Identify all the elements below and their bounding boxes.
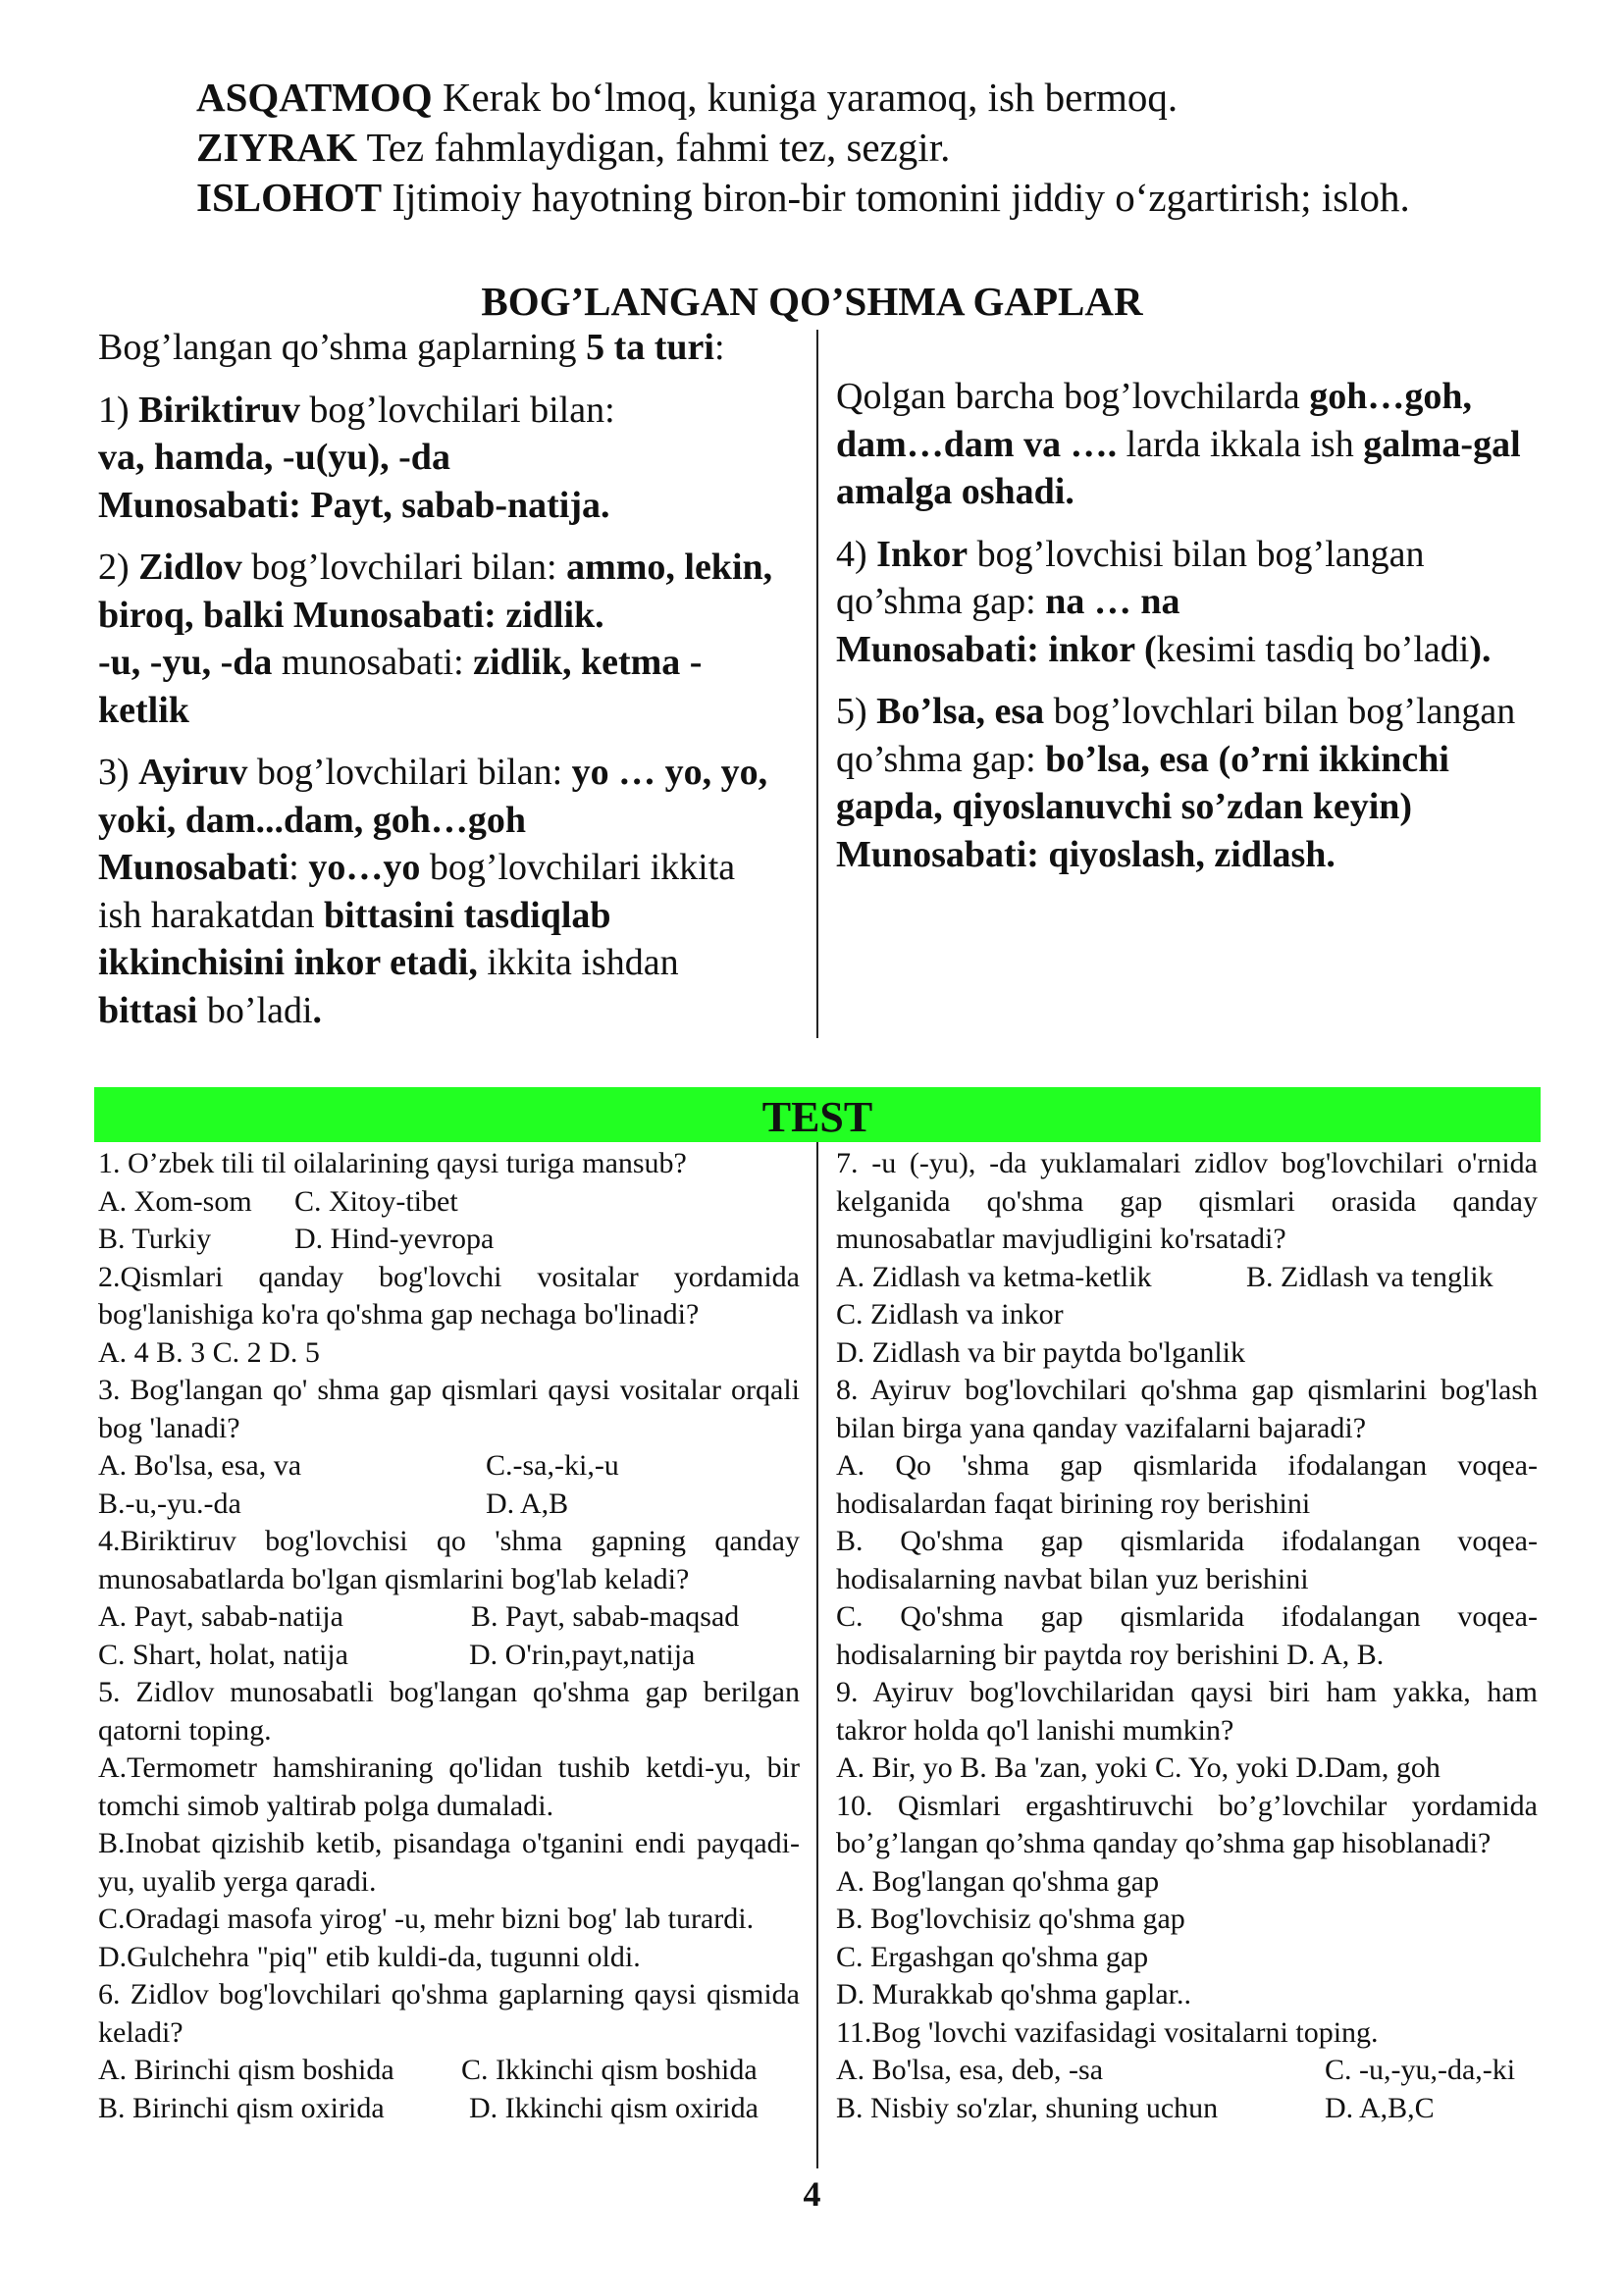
type-desc: bog’lovchlari bilan bog’langan qo’shma gap: xyxy=(836,691,1516,780)
test-question-text: 10. Qismlari ergashtiruvchi bo’g’lovchilar yordamida bo’g’langan qo’shma qanday qo’shma gap hisoblanadi? xyxy=(836,1789,1538,1859)
type-conjunctions: bo’lsa, esa (o’rni ikkinchi gapda, qiyoslanuvchi so’zdan keyin) xyxy=(836,738,1449,827)
test-question-text: 8. Ayiruv bog'lovchilari qo'shma gap qismlarini bog'lash bilan birga yana qanday vazifalarni bajaradi? xyxy=(836,1374,1538,1444)
answer-option: A. Xom-som xyxy=(98,1184,252,1218)
answer-option: B. Birinchi qism oxirida xyxy=(98,2091,385,2124)
relation-value: : qiyoslash, zidlash. xyxy=(1026,833,1336,875)
relation-text: bog’lovchilari ikkita ish harakatdan xyxy=(98,847,736,936)
intro-text: Bog’langan qo’shma gaplarning xyxy=(98,327,587,368)
answer-option: B. Zidlash va tenglik xyxy=(1246,1260,1493,1293)
column-divider xyxy=(816,1142,818,2168)
glossary xyxy=(196,73,1570,223)
test-question-text: C.Oradagi masofa yirog' -u, mehr bizni bog' lab turardi. xyxy=(98,1903,755,1935)
test-line: D. Zidlash va bir paytda bo'lganlik xyxy=(836,1335,1245,1369)
glossary-definition: Kerak bo‘lmoq, kuniga yaramoq, ish bermoq. xyxy=(432,75,1179,120)
answer-option: B. Turkiy xyxy=(98,1223,212,1255)
relation-value: : zidlik. xyxy=(484,594,604,636)
test-question-text: 5. Zidlov munosabatli bog'langan qo'shma gap berilgan qatorni toping. xyxy=(98,1676,800,1747)
test-line: C. Ergashgan qo'shma gap xyxy=(836,1940,1149,1973)
relation-bold: . xyxy=(312,989,322,1031)
type-desc: bog’lovchilari bilan: xyxy=(299,389,615,431)
test-line: C. Zidlash va inkor xyxy=(836,1298,1064,1331)
theory-type-1 xyxy=(98,387,785,530)
answer-options-row xyxy=(836,1259,1538,1297)
relation-text: ikkita ishdan xyxy=(477,942,679,983)
theory-type-5 xyxy=(836,688,1543,878)
answer-option: C. Shart, holat, natija xyxy=(98,1638,348,1671)
column-divider xyxy=(816,330,818,1038)
particle-relation-label: munosabati: xyxy=(272,642,474,683)
relation-label: Munosabati xyxy=(836,833,1027,875)
answer-option: D. O'rin,payt,natija xyxy=(469,1638,696,1671)
glossary-entry xyxy=(196,123,1570,173)
type-conjunctions: ammo, lekin, biroq, balki xyxy=(98,547,773,636)
test-question-text: 2.Qismlari qanday bog'lovchi vositalar yordamida bog'lanishiga ko'ra qo'shma gap nechaga bo'linadi? xyxy=(98,1260,800,1331)
answer-options-row xyxy=(98,1486,800,1524)
test-line: A. Bir, yo B. Ba 'zan, yoki C. Yo, yoki D.Dam, goh xyxy=(836,1751,1441,1784)
test-question-text: 3. Bog'langan qo' shma gap qismlari qaysi vositalar orqali bog 'lanadi? xyxy=(98,1374,800,1444)
type-number: 1) xyxy=(98,389,139,431)
type-conjunctions: na … na xyxy=(1045,581,1180,622)
answer-option: A. Birinchi qism boshida xyxy=(98,2054,394,2086)
type-number: 5) xyxy=(836,691,877,732)
cont-text: larda ikkala ish xyxy=(1117,423,1364,465)
relation-label: Munosabati xyxy=(836,628,1027,670)
answer-option: B.-u,-yu.-da xyxy=(98,1487,241,1520)
answer-option: A. Zidlash va ketma-ketlik xyxy=(836,1260,1152,1293)
relation-bold: bittasi xyxy=(98,989,198,1031)
test-question-text: 6. Zidlov bog'lovchilari qo'shma gaplarning qaysi qismida keladi? xyxy=(98,1978,800,2049)
answer-option: C. -u,-yu,-da,-ki xyxy=(1325,2054,1516,2086)
glossary-definition: Tez fahmlaydigan, fahmi tez, sezgir. xyxy=(357,125,951,170)
test-left-column xyxy=(98,1145,800,2127)
test-line: B. Bog'lovchisiz qo'shma gap xyxy=(836,1903,1185,1935)
answer-option: B. Payt, sabab-maqsad xyxy=(471,1600,740,1633)
answer-option: A. Bo'lsa, esa, deb, -sa xyxy=(836,2054,1104,2086)
glossary-entry xyxy=(196,73,1570,123)
relation-end: ). xyxy=(1469,628,1492,670)
relation-note: kesimi tasdiq bo’ladi xyxy=(1156,628,1470,670)
glossary-term: ASQATMOQ xyxy=(196,75,433,120)
type-name: Zidlov xyxy=(138,547,242,588)
answer-options-row xyxy=(836,2090,1538,2128)
answer-options-row xyxy=(98,2052,800,2090)
answer-option: D. A,B xyxy=(486,1487,569,1520)
page-number: 4 xyxy=(803,2174,821,2214)
answer-option: C. Ikkinchi qism boshida xyxy=(461,2054,758,2086)
answer-options-row xyxy=(98,1183,800,1222)
type-desc: bog’lovchisi bilan bog’langan qo’shma gap: xyxy=(836,533,1425,622)
test-question-text: B. Qo'shma gap qismlarida ifodalangan voqea-hodisalarning navbat bilan yuz berishini xyxy=(836,1525,1538,1595)
type-conjunctions: va, hamda, -u(yu), -da xyxy=(98,437,450,478)
answer-option: D. Ikkinchi qism oxirida xyxy=(469,2091,759,2124)
theory-type-3-continued xyxy=(836,373,1543,516)
intro-count: 5 ta turi xyxy=(586,327,714,368)
test-line: 11.Bog 'lovchi vazifasidagi vositalarni toping. xyxy=(836,2015,1379,2049)
test-question-text: B.Inobat qizishib ketib, pisandaga o'tganini endi payqadi-yu, uyalib yerga qaradi. xyxy=(98,1827,800,1898)
answer-option: D. A,B,C xyxy=(1325,2091,1435,2124)
type-desc: bog’lovchilari bilan: xyxy=(247,752,572,793)
type-number: 3) xyxy=(98,752,139,793)
answer-option: D. Hind-yevropa xyxy=(294,1223,495,1255)
section-title: BOG’LANGAN QO’SHMA GAPLAR xyxy=(481,279,1143,324)
relation-label: Munosabati xyxy=(292,594,485,636)
type-name: Ayiruv xyxy=(138,752,248,793)
theory-right-column xyxy=(836,373,1543,878)
intro-colon: : xyxy=(713,327,725,368)
test-question-text: 4.Biriktiruv bog'lovchisi qo 'shma gapning qanday munosabatlarda bo'lgan qismlarini bog'lab keladi? xyxy=(98,1525,800,1595)
test-question-text: A.Termometr hamshiraning qo'lidan tushib ketdi-yu, bir tomchi simob yaltirab polga dumaladi. xyxy=(98,1751,800,1822)
particle-relation-value: zidlik, ketma -ketlik xyxy=(98,642,703,731)
test-question-text: 9. Ayiruv bog'lovchilaridan qaysi biri ham yakka, ham takror holda qo'l lanishi mumkin? xyxy=(836,1676,1538,1747)
answer-options-row xyxy=(98,1637,800,1675)
relation-bold: bittasini tasdiqlab ikkinchisini inkor etadi, xyxy=(98,894,611,983)
relation-conjunction: yo…yo xyxy=(308,847,421,888)
relation-value: : Payt, sabab-natija. xyxy=(288,484,610,526)
glossary-term: ISLOHOT xyxy=(196,175,383,220)
glossary-term: ZIYRAK xyxy=(196,125,358,170)
answer-option: A. Payt, sabab-natija xyxy=(98,1600,343,1633)
answer-options-row xyxy=(98,1447,800,1486)
theory-type-3 xyxy=(98,749,785,1034)
answer-option: B. Nisbiy so'zlar, shuning uchun xyxy=(836,2091,1219,2124)
type-name: Inkor xyxy=(876,533,969,575)
type-desc: bog’lovchilari bilan: xyxy=(241,547,567,588)
test-question-text: C. Qo'shma gap qismlarida ifodalangan voqea-hodisalarning bir paytda roy berishini D. A, B. xyxy=(836,1600,1538,1671)
relation-label: Munosabati xyxy=(98,484,289,526)
cont-bold: goh…goh, dam…dam va …. xyxy=(836,376,1472,465)
theory-type-4 xyxy=(836,531,1543,674)
answer-option: C. Xitoy-tibet xyxy=(294,1184,458,1218)
answer-option: A. Bo'lsa, esa, va xyxy=(98,1449,302,1482)
type-name: Biriktiruv xyxy=(138,389,300,431)
test-right-column xyxy=(836,1145,1538,2127)
test-line: A. Bog'langan qo'shma gap xyxy=(836,1864,1160,1898)
cont-bold: galma-gal amalga oshadi. xyxy=(836,423,1521,512)
glossary-definition: Ijtimoiy hayotning biron-bir tomonini jiddiy o‘zgartirish; isloh. xyxy=(382,175,1410,220)
relation-value: : inkor ( xyxy=(1026,628,1157,670)
test-question-text: D.Gulchehra "piq" etib kuldi-da, tugunni oldi. xyxy=(98,1940,641,1973)
theory-intro xyxy=(98,324,785,372)
test-question-text: A. Qo 'shma gap qismlarida ifodalangan voqea-hodisalardan faqat birining roy berishini xyxy=(836,1449,1538,1520)
test-line: A. 4 B. 3 C. 2 D. 5 xyxy=(98,1335,320,1369)
relation-sep: : xyxy=(288,847,309,888)
answer-options-row xyxy=(836,2052,1538,2090)
test-line: D. Murakkab qo'shma gaplar.. xyxy=(836,1978,1191,2010)
answer-options-row xyxy=(98,2090,800,2128)
answer-options-row xyxy=(98,1598,800,1637)
type-number: 4) xyxy=(836,533,877,575)
theory-type-2 xyxy=(98,544,785,734)
type-number: 2) xyxy=(98,547,139,588)
glossary-entry xyxy=(196,173,1570,223)
theory-left-column xyxy=(98,324,785,1034)
relation-text: bo’ladi xyxy=(197,989,313,1031)
test-banner: TEST xyxy=(94,1087,1541,1142)
particle-conjunctions: -u, -yu, -da xyxy=(98,642,273,683)
relation-label: Munosabati xyxy=(98,847,289,888)
test-question-text: 1. O’zbek tili til oilalarining qaysi turiga mansub? xyxy=(98,1147,687,1179)
type-name: Bo’lsa, esa xyxy=(876,691,1045,732)
answer-options-row xyxy=(98,1221,800,1259)
type-conjunctions: yo … yo, yo, yoki, dam...dam, goh…goh xyxy=(98,752,768,841)
test-question-text: 7. -u (-yu), -da yuklamalari zidlov bog'lovchilari o'rnida kelganida qo'shma gap qismlari orasida qanday munosabatlar mavjudligini ko'rsatadi? xyxy=(836,1147,1538,1255)
answer-option: C.-sa,-ki,-u xyxy=(486,1449,619,1482)
cont-text: Qolgan barcha bog’lovchilarda xyxy=(836,376,1310,417)
